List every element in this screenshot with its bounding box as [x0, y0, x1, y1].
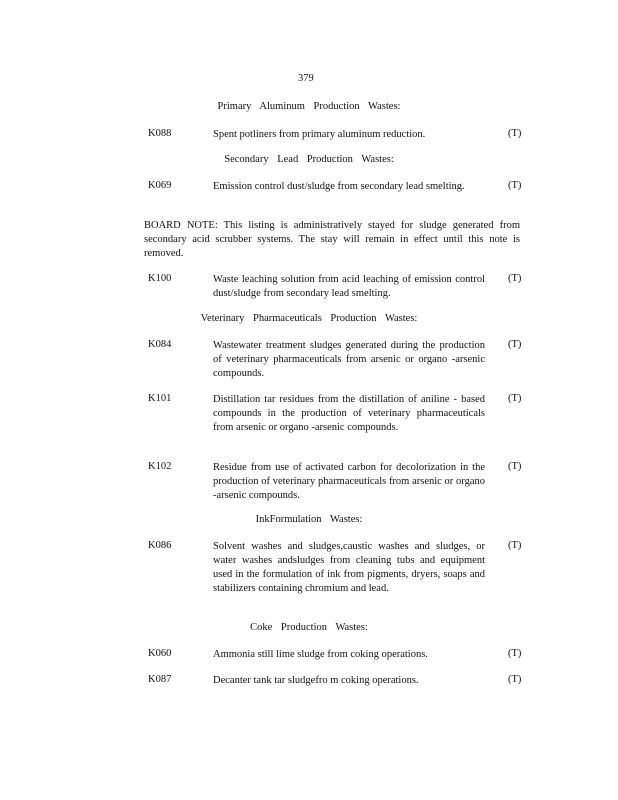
waste-description: Residue from use of activated carbon for decolorization in the production of veterinary pharmaceuticals from arsenic or organo -arsenic compounds.	[213, 462, 485, 501]
hazard-code: (T)	[508, 339, 522, 350]
section-heading-secondary-lead: Secondary Lead Production Wastes:	[224, 154, 394, 165]
waste-code: K088	[148, 128, 172, 139]
waste-code: K060	[148, 648, 172, 659]
hazard-code: (T)	[508, 273, 522, 284]
section-heading-veterinary-pharmaceuticals: Veterinary Pharmaceuticals Production Wastes:	[200, 313, 418, 324]
waste-description: Decanter tank tar sludgefro m coking operations.	[213, 675, 419, 686]
section-heading-ink-formulation: InkFormulation Wastes:	[255, 514, 363, 525]
board-note: BOARD NOTE: This listing is administratively stayed for sludge generated from secondary acid scrubber systems. The stay will remain in effect until this note is removed.	[144, 220, 520, 259]
waste-description: Wastewater treatment sludges generated during the production of veterinary pharmaceuticals from arsenic or organo -arsenic compounds.	[213, 340, 485, 379]
section-heading-coke-production: Coke Production Wastes:	[250, 622, 368, 633]
waste-code: K102	[148, 461, 172, 472]
page-number: 379	[298, 73, 314, 84]
waste-description: Distillation tar residues from the distillation of aniline - based compounds in the production of veterinary pharmaceuticals from arsenic or organo -arsenic compounds.	[213, 394, 485, 433]
hazard-code: (T)	[508, 128, 522, 139]
waste-code: K101	[148, 393, 172, 404]
waste-description: Waste leaching solution from acid leaching of emission control dust/sludge from secondary lead smelting.	[213, 274, 485, 299]
waste-code: K084	[148, 339, 172, 350]
waste-code: K100	[148, 273, 172, 284]
hazard-code: (T)	[508, 393, 522, 404]
waste-code: K086	[148, 540, 172, 551]
section-heading-primary-aluminum: Primary Aluminum Production Wastes:	[217, 101, 401, 112]
waste-code: K087	[148, 674, 172, 685]
waste-description: Spent potliners from primary aluminum reduction.	[213, 129, 426, 140]
waste-code: K069	[148, 180, 172, 191]
hazard-code: (T)	[508, 648, 522, 659]
hazard-code: (T)	[508, 540, 522, 551]
hazard-code: (T)	[508, 674, 522, 685]
waste-description: Emission control dust/sludge from secondary lead smelting.	[213, 181, 465, 192]
waste-description: Ammonia still lime sludge from coking operations.	[213, 649, 428, 660]
hazard-code: (T)	[508, 461, 522, 472]
hazard-code: (T)	[508, 180, 522, 191]
waste-description: Solvent washes and sludges,caustic washes and sludges, or water washes andsludges from cleaning tubs and equipment used in the formulation of ink from pigments, dryers, soaps and stabilizers containing chromium and lead.	[213, 541, 485, 594]
